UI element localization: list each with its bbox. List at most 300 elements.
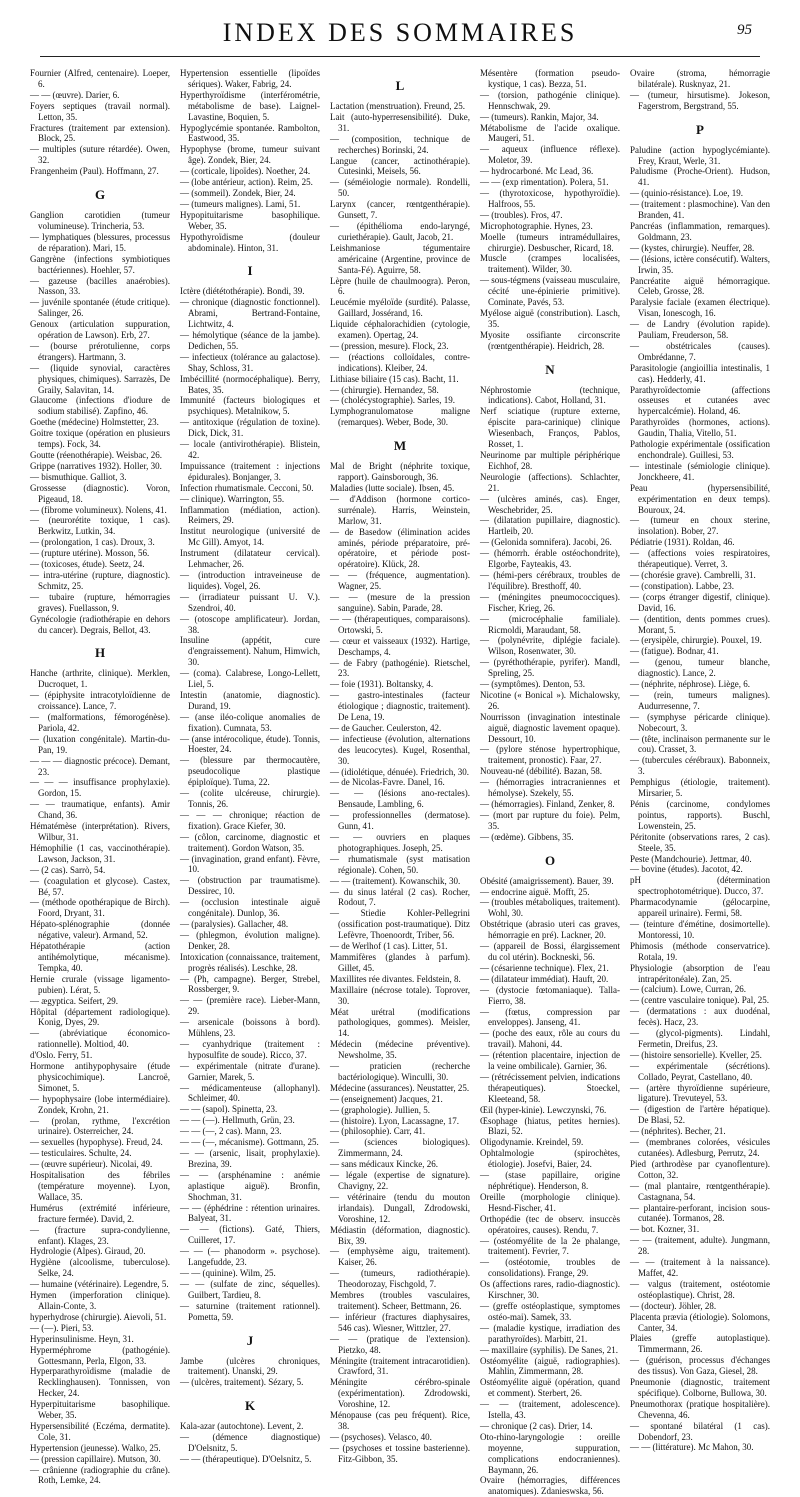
index-entry: — (démence diagnostique) D'Oelsnitz, 5. bbox=[180, 1432, 320, 1454]
index-entry: Ostéomyélite aiguë (opération, quand et comment). Sterbert, 26. bbox=[480, 1377, 620, 1399]
index-entry: Œil (hyper-kinie). Lewczynski, 76. bbox=[480, 1104, 607, 1115]
index-entry: — — (traitement, adulte). Jungmann, 28. bbox=[630, 1235, 770, 1257]
index-entry: — (prolongation, 1 cas). Droux, 3. bbox=[30, 537, 155, 548]
index-entry: — (tumeurs, radiothérapie). Theodorozay, Fischgold, 7. bbox=[330, 1268, 470, 1290]
index-entry: Hormone antihypophysaire (étude physicochimique). Lancroë, Simonet, 5. bbox=[30, 1061, 170, 1093]
index-entry: Microphotographie. Hynes, 23. bbox=[480, 220, 593, 231]
index-entry: Hanche (arthrite, clinique). Merklen, Ducroquet, 1. bbox=[30, 668, 170, 690]
index-entry: — — ouvriers en plaques photographiques. Joseph, 25. bbox=[330, 832, 470, 853]
index-entry: — (poche des eaux, rôle au cours du travail). Mahoni, 44. bbox=[480, 1028, 620, 1050]
index-entry: Foyers septiques (travail normal). Letton, 35. bbox=[30, 100, 170, 122]
index-entry: Hymen (imperforation clinique). Allain-Conte, 3. bbox=[30, 1290, 170, 1311]
index-entry: — (ulcères aminés, cas). Enger, Weschebrider, 25. bbox=[480, 493, 620, 515]
index-entry: Neurologie (affections). Schlachter, 21. bbox=[480, 471, 620, 493]
index-entry: — (kystes, chirurgie). Neuffer, 28. bbox=[630, 242, 755, 253]
section-letter: P bbox=[696, 121, 704, 137]
index-entry: Nerf sciatique (rupture externe, épiscite para-carinique) clinique Wiesenbach, Franços, Pablos, Rosset, 1. bbox=[480, 406, 620, 450]
index-entry: — (prolan, rythme, l'excrétion urinaire). Osterreicher, 24. bbox=[30, 1115, 170, 1137]
index-entry: — ægyptica. Seifert, 29. bbox=[30, 995, 118, 1006]
index-entry: Impuissance (traitement : injections épidurales). Bonjanger, 3. bbox=[180, 460, 320, 482]
index-entry: — (toxicoses, étude). Seetz, 24. bbox=[30, 559, 145, 570]
index-entry: — — (thérapeutiques, comparaisons). Ortowski, 5. bbox=[330, 613, 470, 635]
index-entry: — humaine (vétérinaire). Legendre, 5. bbox=[30, 1279, 169, 1290]
index-entry: — saturnine (traitement rationnel). Pometta, 59. bbox=[180, 1300, 320, 1322]
index-entry: Instrument (dilatateur cervical). Lehmacher, 26. bbox=[180, 548, 320, 570]
index-entry: — bot. Kozner, 31. bbox=[630, 1224, 700, 1235]
index-entry: Goitre toxique (opération en plusieurs temps). Fock, 34. bbox=[30, 428, 170, 450]
index-entry: Ophtalmologie (spirochètes, étiologie). Josefvi, Baier, 24. bbox=[480, 1148, 620, 1170]
page-number: 95 bbox=[737, 22, 752, 38]
index-entry: — (docteur). Jöhler, 28. bbox=[630, 1300, 717, 1311]
index-entry: Pemphigus (étiologie, traitement). Mirsarier, 5. bbox=[630, 777, 770, 799]
index-entry: Lèpre (huile de chaulmoogra). Peron, 6. bbox=[330, 275, 470, 297]
index-entry: — (affections voies respiratoires, thérapeutique). Verret, 3. bbox=[630, 548, 770, 570]
section-letter: N bbox=[545, 361, 555, 377]
index-entry: Médecin (médecine préventive). Newsholme, 35. bbox=[330, 1039, 470, 1061]
index-entry: Inflammation (médiation, action). Reimers, 29. bbox=[180, 504, 320, 526]
index-entry: Leishmaniose tégumentaire américaine (Argentine, province de Santa-Fé). Aguirre, 58. bbox=[330, 242, 470, 275]
index-entry: Néphrostomie (technique, indications). Cabot, Holland, 31. bbox=[480, 384, 620, 406]
index-entry: Ostéomyélite (aiguë, radiographies). Mahlin, Zimmermann, 28. bbox=[480, 1355, 620, 1377]
index-entry: — — (mesure de la pression sanguine). Sabin, Parade, 28. bbox=[330, 592, 470, 613]
index-entry: Infection rhumatismale. Cecconi, 50. bbox=[180, 482, 314, 493]
index-entry: — obstétricales (causes). Ombrédanne, 7. bbox=[630, 340, 770, 362]
index-entry: — (anse iléo-colique anomalies de fixation). Cumnata, 53. bbox=[180, 711, 320, 733]
index-entry: Hépatothérapie (action antihémolytique, mécanisme). Tempka, 40. bbox=[30, 941, 170, 973]
index-entry: — intestinale (sémiologie clinique). Jonckheere, 41. bbox=[630, 460, 770, 482]
index-entry: — (phlegmon, évolution maligne). Denker, 28. bbox=[180, 929, 320, 951]
index-entry: — plantaire-perforant, incision sous-cutanée). Tormanos, 28. bbox=[630, 1202, 770, 1224]
index-entry: — (enseignement) Jacques, 21. bbox=[330, 1093, 443, 1104]
index-entry: — de Gaucher. Ceulerston, 42. bbox=[330, 722, 442, 733]
index-entry: — (graphologie). Jullien, 5. bbox=[330, 1104, 430, 1115]
index-entry: Hernie crurale (vissage ligamento-pubien). Lérat, 5. bbox=[30, 973, 170, 995]
index-entry: — — (sapol). Spinetta, 23. bbox=[180, 1104, 278, 1115]
index-entry: Pathologie expérimentale (ossification enchondrale). Guillesi, 53. bbox=[630, 439, 770, 460]
index-entry: Pénis (carcinome, condylomes pointus, rapports). Buschl, Lowenstein, 25. bbox=[630, 799, 770, 831]
index-entry: — (invagination, grand enfant). Fèvre, 10. bbox=[180, 853, 320, 875]
index-entry: — — (exp rimentation). Polera, 51. bbox=[480, 177, 609, 188]
index-entry: Pied (arthrodèse par cyanoflenture). Cotton, 32. bbox=[630, 1158, 770, 1180]
index-entry: Hyperparathyroïdisme (maladie de Recklinghausen). Tonnissen, von Hecker, 24. bbox=[30, 1366, 170, 1399]
index-entry: — de Landry (évolution rapide). Pauliam, Freuderson, 58. bbox=[630, 319, 770, 341]
index-entry: — hydrocarboné. Mc Lead, 36. bbox=[480, 166, 594, 177]
index-entry: Hyperthyroïdisme (interférométrie, métabolisme de base). Laignel-Lavastine, Boquien, 5. bbox=[180, 89, 320, 122]
index-entry: — (pyréthothérapie, pyrifer). Mandl, Spreling, 25. bbox=[480, 657, 620, 679]
index-entry: Ménopause (cas peu fréquent). Rice, 38. bbox=[330, 1410, 470, 1431]
index-entry: — (tumeur en choux sterine, insolation). Bober, 27. bbox=[630, 515, 770, 537]
index-entry: — (psychoses). Velasco, 40. bbox=[330, 1431, 432, 1442]
index-entry: — infectieux (tolérance au galactose). Shay, Schloss, 31. bbox=[180, 351, 320, 373]
index-entry: — (membranes colorées, vésicules cutanées). Adlesburg, Perrutz, 24. bbox=[630, 1137, 770, 1158]
index-entry: Oreille (morphologie clinique). Hesnd-Fischer, 41. bbox=[480, 1191, 620, 1213]
index-entry: — (histoire sensorielle). Kveller, 25. bbox=[630, 1049, 762, 1060]
index-entry: Paludisme (Proche-Orient). Hudson, 41. bbox=[630, 166, 770, 188]
index-entry: Goutte (réenothérapie). Weisbac, 26. bbox=[30, 450, 163, 460]
index-entry: — — (traitement à la naissance). Maffet, 42. bbox=[630, 1257, 770, 1278]
index-entry: Hypertension (jeunesse). Walko, 25. bbox=[30, 1442, 161, 1453]
index-entry: — — (littérature). Mc Mahon, 30. bbox=[630, 1442, 754, 1453]
index-entry: — vétérinaire (tendu du mouton irlandais). Dungall, Zdrodowski, Voroshine, 12. bbox=[330, 1191, 470, 1224]
index-entry: — praticien (recherche bactériologique). Winculli, 30. bbox=[330, 1061, 470, 1082]
index-entry: — — (œuvre). Darier, 6. bbox=[30, 89, 120, 100]
index-entry: — (appareil de Bossi, élargissement du col utérin). Bockneski, 56. bbox=[480, 941, 620, 962]
index-entry: Méningite cérébro-spinale (expérimentation). Zdrodowski, Voroshine, 12. bbox=[330, 1377, 470, 1410]
index-entry: — (microcéphalie familiale). Ricmoldi, Maraudant, 58. bbox=[480, 613, 620, 635]
index-entry: — — (éphédrine : rétention urinaires. Balyeat, 31. bbox=[180, 1202, 320, 1224]
section-letter: O bbox=[544, 852, 556, 868]
index-entry: — antitoxique (régulation de toxine). Dick, Dick, 31. bbox=[180, 417, 320, 439]
index-entry: Nourrisson (invagination intestinale aiguë, diagnostic lavement opaque). Dessourt, 10. bbox=[480, 711, 620, 744]
index-entry: — (tumeurs malignes). Lami, 51. bbox=[180, 198, 301, 209]
index-entry: — (—). Pieri, 53. bbox=[30, 1322, 94, 1333]
index-entry: — multiples (suture rétardée). Owen, 32. bbox=[30, 144, 170, 166]
index-entry: — (occlusion intestinale aiguë congénitale). Dunlop, 36. bbox=[180, 897, 320, 919]
index-entry: — (otoscope amplificateur). Jordan, 38. bbox=[180, 613, 320, 635]
index-entry: Hyperpituitarisme basophilique. Weber, 35. bbox=[30, 1399, 170, 1421]
index-entry: Phimosis (méthode conservatrice). Rotala, 19. bbox=[630, 940, 770, 962]
index-entry: — (néphrite, néphrose). Liège, 6. bbox=[630, 679, 750, 690]
index-entry: — (psychoses et tossine basterienne). Fitz-Gibbon, 35. bbox=[330, 1442, 470, 1464]
index-entry: — — (sulfate de zinc, séquelles). Guilbert, Tardieu, 8. bbox=[180, 1278, 320, 1300]
index-entry: — de Werlhof (1 cas). Litter, 51. bbox=[330, 941, 448, 952]
index-entry: Méat urétral (modifications pathologiques, gommes). Meisler, 14. bbox=[330, 1006, 470, 1039]
index-entry: — (sciences biologiques). Zimmermann, 24. bbox=[330, 1137, 470, 1159]
index-entry: — (séméiologie normale). Rondelli, 50. bbox=[330, 177, 470, 199]
index-entry: — sans médicaux Kincke, 26. bbox=[330, 1159, 438, 1170]
index-entry: — — (fictions). Gaté, Thiers, Cuilleret, 17. bbox=[180, 1224, 320, 1246]
index-entry: — bovine (études). Jacotot, 42. bbox=[630, 864, 743, 875]
index-entry: — cyanhydrique (traitement : hyposulfite de soude). Ricco, 37. bbox=[180, 1038, 320, 1060]
index-entry: Pancréatite aiguë hémorragique. Celeb, Grosse, 28. bbox=[630, 275, 770, 297]
page-title: INDEX DES SOMMAIRES bbox=[222, 18, 578, 47]
index-entry: — tubaire (rupture, hémorragies graves). Fuellasson, 9. bbox=[30, 591, 170, 613]
index-entry: — (côlon, carcinome, diagnostic et traitement). Gordon Watson, 35. bbox=[180, 831, 320, 853]
index-entry: Oligodynamie. Kreindel, 59. bbox=[480, 1137, 584, 1148]
index-entry: Lymphogranulomatose maligne (remarques). Weber, Bode, 30. bbox=[330, 406, 470, 428]
index-entry: Mal de Bright (néphrite toxique, rapport). Gainsborough, 36. bbox=[330, 461, 470, 483]
index-entry: — (épithélioma endo-laryngé, curiethérapie). Gault, Jacob, 21. bbox=[330, 220, 470, 242]
index-entry: — légale (expertise de signature). Chavigny, 22. bbox=[330, 1170, 470, 1191]
index-entry: Kala-azar (autochtone). Levent, 2. bbox=[180, 1421, 304, 1432]
index-entry: — lymphatiques (blessures, processus de réparation). Mari, 15. bbox=[30, 231, 170, 253]
index-entry: — — (—). Hellmuth, Grün, 23. bbox=[180, 1115, 295, 1126]
index-entry: — (pylore sténose hypertrophique, traitement, pronostic). Faar, 27. bbox=[480, 744, 620, 766]
index-entry: Fractures (traitement par extension). Block, 25. bbox=[30, 122, 170, 144]
index-entry: — d'Addison (hormone cortico-surrénale). Harris, Weinstein, Marlow, 31. bbox=[330, 493, 470, 526]
index-entry: — (méningites pneumococciques). Fischer, Krieg, 26. bbox=[480, 591, 620, 613]
index-entry: — de Nicolas-Favre. Danel, 16. bbox=[330, 777, 445, 788]
index-columns bbox=[30, 68, 770, 1497]
index-entry: — (ostéomyélite de la 2e phalange, traitement). Fevrier, 7. bbox=[480, 1235, 620, 1257]
header-rule bbox=[40, 56, 760, 57]
index-entry: Hôpital (département radiologique). Konig, Dyes, 29. bbox=[30, 1006, 170, 1028]
index-entry: — — — diagnostic précoce). Demant, 23. bbox=[30, 755, 170, 777]
index-entry: — (symphyse péricarde clinique). Nobecourt, 3. bbox=[630, 711, 770, 733]
index-entry: Neurinome par multiple périphérique Eichhof, 28. bbox=[480, 450, 620, 471]
index-entry: Hypersensibilité (Eczéma, dermatite). Cole, 31. bbox=[30, 1420, 170, 1442]
index-entry: — (mal plantaire, rœntgenthérapie). Castagnana, 54. bbox=[630, 1180, 770, 1202]
index-entry: — — — insuffisance prophylaxie). Gordon, 15. bbox=[30, 777, 170, 799]
index-column-2 bbox=[180, 68, 320, 1464]
index-entry: — (corps étranger digestif, clinique). David, 16. bbox=[630, 591, 770, 613]
index-entry: — (hémorrh. érable ostéochondrite), Elgorbe, Fayteakis, 43. bbox=[480, 548, 620, 570]
index-entry: — (erysipèle, chirurgie). Pouxel, 19. bbox=[630, 635, 762, 646]
index-entry: — sous-tégmens (vaisseau musculaire, cécité une-épinierie primitive). Cominate, Pavés, 53. bbox=[480, 275, 620, 308]
index-entry: — (hémi-pers cérébraux, troubles de l'équilibre). Bresthoff, 40. bbox=[480, 569, 620, 591]
index-entry: — endocrine aiguë. Mofft, 25. bbox=[480, 886, 590, 897]
index-entry: — (constipation). Labbe, 23. bbox=[630, 580, 734, 591]
index-entry: — (luxation congénitale). Martin-du-Pan, 19. bbox=[30, 733, 170, 755]
index-entry: Hyperméphrome (pathogénie). Gottesmann, Perla, Elgon, 33. bbox=[30, 1344, 170, 1366]
index-entry: — (symptômes). Denton, 53. bbox=[480, 679, 585, 690]
index-entry: Peau (hypersensibilité, expérimentation en deux temps). Bouroux, 24. bbox=[630, 482, 770, 515]
index-entry: Myélose aiguë (constribution). Lasch, 35. bbox=[480, 307, 620, 329]
index-entry: — (hémorragies). Finland, Zenker, 8. bbox=[480, 799, 615, 809]
index-entry: — (Ph, campagne). Berger, Strebel, Rossberger, 9. bbox=[180, 973, 320, 995]
index-entry: — (emphysème aigu, traitement). Kaiser, 26. bbox=[330, 1246, 470, 1268]
index-entry: Physiologie (absorption de l'eau intrapéritonéale). Zan, 25. bbox=[630, 962, 770, 984]
index-entry: Hémophilie (1 cas, vaccinothérapie). Lawson, Jackson, 31. bbox=[30, 842, 170, 864]
index-entry: — (sommeil). Zondek, Bier, 24. bbox=[180, 187, 296, 198]
index-entry: Métabolisme de l'acide oxalique. Maugeri, 51. bbox=[480, 122, 620, 144]
index-entry: Mammifères (glandes à parfum). Gillet, 45. bbox=[330, 951, 470, 973]
index-entry: Fournier (Alfred, centenaire). Loeper, 6. bbox=[30, 68, 170, 89]
index-entry: Oto-rhino-laryngologie : oreille moyenne, suppuration, complications endocraniennes). Baymann, 26. bbox=[480, 1431, 620, 1475]
index-entry: Gynécologie (radiothérapie en dehors du cancer). Degrais, Bellot, 43. bbox=[30, 613, 170, 635]
index-entry: — du sinus latéral (2 cas). Rocher, Rodout, 7. bbox=[330, 886, 470, 908]
index-entry: — (dilatateur immédiat). Hauft, 20. bbox=[480, 973, 609, 984]
index-entry: — maxillaire (syphilis). De Sanes, 21. bbox=[480, 1344, 618, 1355]
index-entry: Imbécillité (normocéphalique). Berry, Bates, 35. bbox=[180, 373, 320, 395]
index-entry: Péritonite (observations rares, 2 cas). Steele, 35. bbox=[630, 831, 770, 853]
index-entry: — — (—, mécanisme). Gottmann, 25. bbox=[180, 1137, 319, 1148]
index-entry: — (hémorragies intracraniennes et hémolyse). Szekely, 55. bbox=[480, 777, 620, 799]
index-column-5 bbox=[630, 68, 770, 1453]
index-entry: Nicotine (« Bonical »). Michalowsky, 26. bbox=[480, 689, 620, 711]
index-entry: — sexuelles (hypophyse). Freud, 24. bbox=[30, 1137, 163, 1148]
index-entry: Ovaire (hémorragies, différences anatomiques). Zdanieswska, 56. bbox=[480, 1475, 620, 1497]
index-entry: — — (lésions ano-rectales). Bensaude, Lambling, 6. bbox=[330, 788, 470, 810]
index-entry: Myosite ossifiante circonscrite (rœntgenthérapie). Heidrich, 28. bbox=[480, 329, 620, 351]
index-entry: Hyperinsulinisme. Heyn, 31. bbox=[30, 1333, 134, 1344]
index-entry: Lactation (menstruation). Freund, 25. bbox=[330, 101, 465, 111]
index-entry: — (rupture utérine). Mosson, 56. bbox=[30, 548, 150, 559]
index-entry: Placenta prævia (étiologie). Solomons, Canter, 34. bbox=[630, 1311, 770, 1333]
index-entry: — infectieuse (évolution, alternations des leucocytes). Kugel, Rosenthal, 30. bbox=[330, 733, 470, 766]
index-entry: — (histoire). Lyon, Lacassagne, 17. bbox=[330, 1115, 459, 1126]
index-entry: — (digestion de l'artère hépatique). De Blasi, 52. bbox=[630, 1104, 770, 1126]
index-column-4 bbox=[480, 68, 620, 1497]
index-entry: — chronique (2 cas). Drier, 14. bbox=[480, 1420, 593, 1431]
index-entry: — (centre vasculaire tonique). Pal, 25. bbox=[630, 995, 769, 1006]
index-entry: — expérimentale (nitrate d'urane). Garnier, Marek, 5. bbox=[180, 1060, 320, 1082]
index-entry: Œsophage (hiatus, petites hernies). Blazi, 52. bbox=[480, 1115, 620, 1137]
index-entry: — (épiphysite intracotyloïdienne de croissance). Lance, 7. bbox=[30, 690, 170, 712]
index-entry: — crânienne (radiographie du crâne). Roth, Lemke, 24. bbox=[30, 1464, 170, 1486]
index-entry: — (chirurgie). Hernandez, 58. bbox=[330, 384, 439, 395]
index-entry: — — (pratique de l'extension). Pietzko, 48. bbox=[330, 1333, 470, 1355]
index-entry: — — (quinine). Wilm, 25. bbox=[180, 1267, 276, 1278]
index-entry: Médiastin (déformation, diagnostic). Bix, 39. bbox=[330, 1224, 470, 1246]
index-entry: — de Fabry (pathogénie). Rietschel, 23. bbox=[330, 657, 470, 679]
index-entry: — (dilatation pupillaire, diagnostic). Hartleib, 20. bbox=[480, 515, 620, 537]
index-entry: — (ostéotomie, troubles de consolidations). Frange, 29. bbox=[480, 1257, 620, 1279]
index-entry: — (œdème). Gibbens, 35. bbox=[480, 831, 574, 842]
index-entry: — (pression, mesure). Flock, 23. bbox=[330, 340, 449, 351]
index-entry: — foie (1931). Boltansky, 4. bbox=[330, 679, 434, 690]
index-entry: — hypophysaire (lobe intermédiaire). Zondek, Krohn, 21. bbox=[30, 1093, 170, 1115]
index-entry: — (chorésie grave). Cambrelli, 31. bbox=[630, 569, 756, 580]
index-entry: — gastro-intestinales (facteur étiologique ; diagnostic, traitement). De Lena, 19. bbox=[330, 690, 470, 723]
index-entry: — — (arsenic, lisait, prophylaxie). Brezina, 39. bbox=[180, 1148, 320, 1169]
index-entry: — (néphrites). Becher, 21. bbox=[630, 1126, 726, 1137]
index-entry: — (irradiateur puissant U. V.). Szendroi, 40. bbox=[180, 591, 320, 613]
index-entry: Hypertension essentielle (lipoïdes sériques). Waker, Fabrig, 24. bbox=[180, 68, 320, 89]
index-entry: — (fibrome volumineux). Nolens, 41. bbox=[30, 504, 167, 515]
index-entry: Ganglion carotidien (tumeur volumineuse). Trincheria, 53. bbox=[30, 210, 170, 231]
index-entry: — (mort par rupture du foie). Pelm, 35. bbox=[480, 809, 620, 831]
index-entry: Parasitologie (angioillia intestinalis, 1 cas). Hedderly, 41. bbox=[630, 362, 770, 384]
index-entry: Hypothyroïdisme (douleur abdominale). Hinton, 31. bbox=[180, 231, 320, 253]
index-entry: Obstétrique (abrasio uteri cas graves, hémorragie en pré). Lackner, 20. bbox=[480, 919, 620, 941]
index-entry: — clinique). Warrington, 55. bbox=[180, 493, 285, 504]
index-entry: — professionnelles (dermatose). Gunn, 41. bbox=[330, 810, 470, 832]
index-entry: — (réactions colloïdales, contre-indications). Kleiber, 24. bbox=[330, 351, 470, 373]
index-entry: Hypophyse (brome, tumeur suivant âge). Zondek, Bier, 24. bbox=[180, 144, 320, 166]
section-letter: J bbox=[246, 1332, 254, 1348]
index-entry: — (traitement : plasmochine). Van den Branden, 41. bbox=[630, 199, 770, 221]
index-entry: Liquide céphalorachidien (cytologie, examen). Opertag, 24. bbox=[330, 319, 470, 341]
index-entry: — Stiedie Kohler-Pellegrini (ossification post-traumatique). Ditz Lefèvre, Thoenoordt, Triber, 56. bbox=[330, 908, 470, 941]
index-entry: Parathyroïdes (hormones, actions). Gaudin, Thalia, Vitello, 51. bbox=[630, 417, 770, 439]
index-entry: Peste (Mandchourie). Jettmar, 40. bbox=[630, 853, 752, 864]
index-entry: Hypopituitarisme basophilique. Weber, 35. bbox=[180, 209, 320, 231]
index-entry: — (calcium). Lowe, Curran, 26. bbox=[630, 984, 746, 995]
index-entry: Paludine (action hypoglycémiante). Frey, Kraut, Werle, 31. bbox=[630, 144, 770, 166]
index-entry: — — — chronique; réaction de fixation). Grace Kiefer, 30. bbox=[180, 809, 320, 831]
index-entry: Parathyroïdectomie (affections osseuses et cutanées avec hypercalcémie). Holand, 46. bbox=[630, 384, 770, 417]
index-entry: — (malformations, fémorogénèse). Pariola, 42. bbox=[30, 712, 170, 733]
index-entry: — (lésions, ictère consécutif). Walters, Irwin, 35. bbox=[630, 253, 770, 275]
index-entry: — (introduction intraveineuse de liquides). Vogel, 26. bbox=[180, 569, 320, 591]
index-entry: — (fœtus, compression par enveloppes). Janseng, 41. bbox=[480, 1006, 620, 1028]
index-entry: — expérimentale (sécrétions). Collado, Peyrat, Castellano, 40. bbox=[630, 1060, 770, 1082]
index-entry: — (œuvre supérieur). Nicolai, 49. bbox=[30, 1159, 153, 1170]
index-entry: — (rein, tumeurs malignes). Audurresenne, 7. bbox=[630, 689, 770, 711]
index-entry: — (philosophie). Carr, 41. bbox=[330, 1126, 426, 1137]
index-entry: — (troubles). Fros, 47. bbox=[480, 209, 563, 220]
page-header bbox=[40, 14, 760, 58]
index-entry: — inférieur (fractures diaphysaires, 546 cas). Wiesner, Wittzler, 27. bbox=[330, 1311, 470, 1333]
index-entry: — (bourse prérotulienne, corps étrangers). Hartmann, 3. bbox=[30, 340, 170, 362]
index-entry: — (tubercules cérébraux). Babonneix, 3. bbox=[630, 755, 770, 777]
index-entry: — (césarienne technique). Flex, 21. bbox=[480, 962, 609, 973]
section-letter: M bbox=[393, 438, 407, 454]
index-entry: — — (thérapeutique). D'Oelsnitz, 5. bbox=[180, 1453, 312, 1464]
index-entry: Glaucome (infections d'iodure de sodium stabilisé). Zapfino, 46. bbox=[30, 395, 170, 417]
index-entry: — (genou, tumeur blanche, diagnostic). Lance, 2. bbox=[630, 657, 770, 679]
index-entry: Hématémèse (interprétation). Rivers, Wilbur, 31. bbox=[30, 821, 170, 842]
index-entry: Maladies (lutte sociale). Ibsen, 45. bbox=[330, 483, 455, 493]
index-entry: — (stase papillaire, origine néphrétique). Henderson, 8. bbox=[480, 1170, 620, 1191]
index-entry: — (2 cas). Sarrò, 54. bbox=[30, 864, 106, 875]
index-column-1 bbox=[30, 68, 170, 1486]
index-entry: — chronique (diagnostic fonctionnel). Abrami, Bertrand-Fontaine, Lichtwitz, 4. bbox=[180, 297, 320, 330]
index-entry: hyperhydrose (chirurgie). Aievoli, 51. bbox=[30, 1311, 167, 1322]
section-letter: G bbox=[94, 187, 106, 203]
index-entry: — (coagulation et glycose). Castex, Bé, 57. bbox=[30, 875, 170, 897]
index-entry: Obésité (amaigrissement). Bauer, 39. bbox=[480, 875, 614, 886]
index-entry: — (dentition, dents pommes crues). Morant, 5. bbox=[630, 613, 770, 635]
index-entry: — hémolytique (séance de la jambe). Dedichen, 55. bbox=[180, 330, 320, 351]
index-entry: — (glycol-pigments). Lindahl, Fermetin, Dreifus, 23. bbox=[630, 1028, 770, 1049]
index-entry: Pédiatrie (1931). Roldan, 46. bbox=[630, 537, 735, 548]
index-entry: — (fatigue). Bodnar, 41. bbox=[630, 646, 719, 657]
index-entry: Grippe (narratives 1932). Holler, 30. bbox=[30, 460, 162, 471]
index-entry: — (ulcères, traitement). Sézary, 5. bbox=[180, 1377, 304, 1388]
index-entry: — spontané bilatéral (1 cas). Dobendorf, 23. bbox=[630, 1420, 770, 1442]
index-entry: — (liquide synovial, caractères physiques, chimiques). Sarrazès, De Graily, Salavitan, 14. bbox=[30, 362, 170, 395]
index-entry: Lait (auto-hyperresensibilité). Duke, 31. bbox=[330, 111, 470, 133]
index-entry: Langue (cancer, actinothérapie). Cutesinki, Meisels, 56. bbox=[330, 155, 470, 177]
index-entry: — (polynévrite, diplégie faciale). Wilson, Rosenwater, 30. bbox=[480, 635, 620, 657]
index-entry: Os (affections rares, radio-diagnostic). Kirschner, 30. bbox=[480, 1279, 620, 1301]
index-entry: Pneumonie (diagnostic, traitement spécifique). Colborne, Bullowa, 30. bbox=[630, 1377, 770, 1398]
index-entry: Médecine (assurances). Neustatter, 25. bbox=[330, 1082, 470, 1093]
index-entry: — juvénile spontanée (étude critique). Salinger, 26. bbox=[30, 297, 170, 319]
index-entry: — (tumeur, hirsutisme). Jokeson, Fagerstrom, Bergstrand, 55. bbox=[630, 89, 770, 111]
index-entry: Frangenheim (Paul). Hoffmann, 27. bbox=[30, 166, 159, 177]
index-entry: — (troubles métaboliques, traitement). Wohl, 30. bbox=[480, 897, 620, 919]
index-entry: — valgus (traitement, ostéotomie ostéoplastique). Christ, 28. bbox=[630, 1278, 770, 1300]
index-entry: — (anse intérocolique, étude). Tonnis, Hoester, 24. bbox=[180, 733, 320, 755]
index-entry: — (composition, technique de recherches) Borinski, 24. bbox=[330, 133, 470, 155]
index-entry: — — (traitement, adolescence). Istella, 43. bbox=[480, 1399, 620, 1421]
index-entry: — — (— phanodorm ». psychose). Langefudde, 23. bbox=[180, 1246, 320, 1268]
index-entry: — (neurorétite toxique, 1 cas). Berkwitz, Lutkin, 34. bbox=[30, 515, 170, 537]
index-entry: — bismuthique. Galliot, 3. bbox=[30, 471, 127, 482]
section-letter: K bbox=[244, 1398, 256, 1414]
index-entry: — (dermatations : aux duodénal, fecès). Hacz, 23. bbox=[630, 1006, 770, 1028]
index-entry: Plaies (greffe autoplastique). Timmermann, 26. bbox=[630, 1333, 770, 1355]
index-entry: Hypoglycémie spontanée. Rambolton, Eastwood, 35. bbox=[180, 122, 320, 144]
index-entry: — (lobe antérieur, action). Reim, 25. bbox=[180, 177, 313, 188]
index-entry: — (coma). Calabrese, Longo-Lellett, Liel, 5. bbox=[180, 668, 320, 690]
index-entry: Immunité (facteurs biologiques et psychiques). Metalnikow, 5. bbox=[180, 395, 320, 417]
index-entry: — — (fréquence, augmentation). Wagner, 25. bbox=[330, 570, 470, 592]
index-entry: — médicamenteuse (allophanyl). Schleimer, 40. bbox=[180, 1082, 320, 1104]
index-entry: — (paralysies). Gallacher, 48. bbox=[180, 918, 289, 929]
index-entry: Pharmacodynamie (gélocarpine, appareil urinaire). Fermi, 58. bbox=[630, 897, 770, 919]
index-entry: — — (traitement). Kowanschik, 30. bbox=[330, 875, 461, 886]
index-entry: Hygiène (alcoolisme, tuberculose). Selke, 24. bbox=[30, 1257, 170, 1279]
index-entry: — — (arsphénamine : anémie aplastique aiguë). Bronfin, Shochman, 31. bbox=[180, 1169, 320, 1202]
section-letter: L bbox=[395, 78, 405, 93]
index-entry: — (cholécystographie). Sarles, 19. bbox=[330, 395, 455, 406]
index-entry: Humérus (extrémité inférieure, fracture fermée). David, 2. bbox=[30, 1202, 170, 1224]
index-entry: Maxillites rée divantes. Feldstein, 8. bbox=[330, 973, 461, 984]
index-entry: — (méthode opothérapique de Birch). Foord, Dryant, 31. bbox=[30, 897, 170, 919]
index-entry: — — (première race). Lieber-Mann, 29. bbox=[180, 995, 320, 1017]
index-entry: d'Oslo. Ferry, 51. bbox=[30, 1050, 93, 1061]
index-entry: — (artère thyroïdienne supérieure, ligature). Trevuteyel, 53. bbox=[630, 1082, 770, 1104]
index-entry: — (colite ulcéreuse, chirurgie). Tonnis, 26. bbox=[180, 788, 320, 809]
index-entry: Nouveau-né (débilité). Bazan, 58. bbox=[480, 766, 602, 777]
index-entry: Hospitalisation des fébriles (température moyenne). Lyon, Wallace, 35. bbox=[30, 1170, 170, 1202]
index-entry: — — traumatique, enfants). Amir Chand, 36. bbox=[30, 799, 170, 821]
index-entry: Leucémie myéloïde (surdité). Palasse, Gaillard, Jossérand, 16. bbox=[330, 297, 470, 319]
